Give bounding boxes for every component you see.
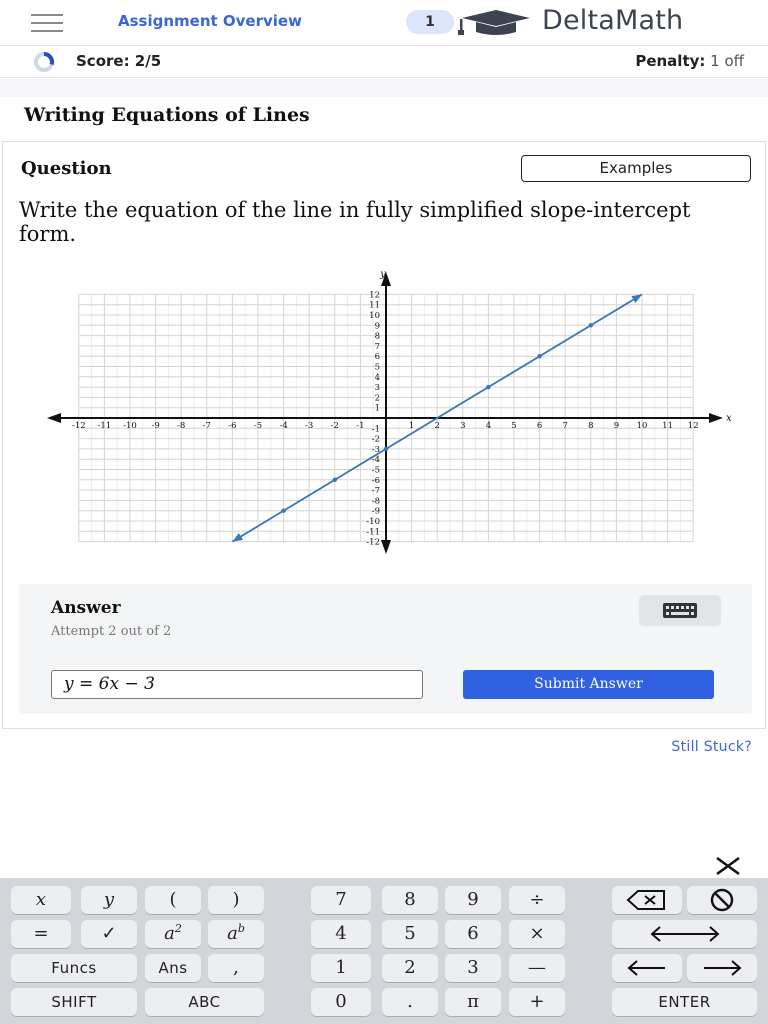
x-tick-label: -8 xyxy=(177,421,186,431)
y-tick-label: -4 xyxy=(371,455,380,466)
key-square-exp: 2 xyxy=(174,922,182,935)
y-tick-label: -3 xyxy=(371,444,380,455)
coordinate-graph xyxy=(45,270,735,560)
line-point xyxy=(281,509,285,513)
key-7[interactable]: 7 xyxy=(311,886,371,914)
key-sqrt[interactable]: ✓ xyxy=(81,920,137,948)
key-plus[interactable]: + xyxy=(509,988,565,1016)
key-comma[interactable]: , xyxy=(208,954,264,982)
top-nav xyxy=(0,0,768,46)
x-tick-label: -7 xyxy=(202,421,211,431)
key-clear[interactable] xyxy=(687,886,757,914)
math-keyboard xyxy=(0,878,768,1024)
x-tick-label: 12 xyxy=(687,421,699,431)
line-point xyxy=(589,323,593,327)
left-arrow-icon xyxy=(625,958,669,978)
penalty-label: Penalty: xyxy=(635,52,706,70)
close-keyboard-icon[interactable] xyxy=(712,854,744,878)
x-tick-label: 2 xyxy=(434,421,440,431)
y-tick-label: 6 xyxy=(374,352,380,363)
key-shift[interactable]: SHIFT xyxy=(11,988,137,1016)
backspace-icon xyxy=(626,889,668,911)
line-arrowhead-start xyxy=(232,533,243,542)
key-minus[interactable]: — xyxy=(509,954,565,982)
penalty-value: 1 off xyxy=(710,52,744,70)
x-tick-label: -3 xyxy=(305,421,314,431)
x-tick-label: -11 xyxy=(97,421,112,431)
x-tick-label: 3 xyxy=(460,421,466,431)
answer-input[interactable]: y = 6x − 3 xyxy=(51,670,423,699)
y-tick-label: 10 xyxy=(369,311,380,321)
question-prompt: Write the equation of the line in fully simplified slope-intercept form. xyxy=(19,198,691,246)
key-divide[interactable]: ÷ xyxy=(509,886,565,914)
y-tick-label: 4 xyxy=(374,372,380,383)
y-tick-label: -6 xyxy=(371,475,380,486)
brand-logo[interactable]: DeltaMath xyxy=(542,5,684,36)
key-4[interactable]: 4 xyxy=(311,920,371,948)
y-tick-label: -2 xyxy=(371,434,380,445)
line-arrowhead-end xyxy=(631,294,642,303)
key-left-paren[interactable]: ( xyxy=(145,886,201,914)
key-0[interactable]: 0 xyxy=(311,988,371,1016)
key-5[interactable]: 5 xyxy=(382,920,438,948)
x-tick-label: 5 xyxy=(511,421,517,431)
key-left-arrow[interactable] xyxy=(612,954,682,982)
y-tick-label: 12 xyxy=(369,290,380,301)
key-times[interactable]: × xyxy=(509,920,565,948)
line-point xyxy=(333,478,337,482)
still-stuck-link[interactable]: Still Stuck? xyxy=(671,739,752,755)
x-tick-label: -9 xyxy=(151,421,160,431)
x-tick-label: 9 xyxy=(613,421,620,431)
key-power-exp: b xyxy=(237,922,245,935)
key-9[interactable]: 9 xyxy=(445,886,501,914)
question-card xyxy=(2,141,766,729)
answer-label: Answer xyxy=(51,598,121,618)
key-ans[interactable]: Ans xyxy=(145,954,201,982)
x-axis-arrow-left xyxy=(47,413,61,423)
penalty-text xyxy=(635,52,744,70)
progress-ring-icon xyxy=(24,52,64,72)
examples-button[interactable]: Examples xyxy=(521,155,751,182)
key-3[interactable]: 3 xyxy=(445,954,501,982)
key-2[interactable]: 2 xyxy=(382,954,438,982)
background-area xyxy=(0,729,768,879)
y-tick-label: 3 xyxy=(374,383,380,394)
x-tick-label: 7 xyxy=(562,421,568,431)
x-tick-label: -2 xyxy=(330,421,339,431)
x-tick-label: 6 xyxy=(536,421,543,431)
x-tick-label: -12 xyxy=(71,421,86,431)
key-square-base: a xyxy=(164,923,175,944)
attempt-counter: Attempt 2 out of 2 xyxy=(51,624,172,639)
clear-icon xyxy=(709,888,735,912)
y-tick-label: 8 xyxy=(374,331,380,342)
page-title: Writing Equations of Lines xyxy=(24,104,310,126)
key-power[interactable] xyxy=(208,920,264,948)
double-arrow-icon xyxy=(648,924,722,944)
y-tick-label: -5 xyxy=(371,465,380,476)
x-axis-label: x xyxy=(726,413,732,424)
key-right-paren[interactable]: ) xyxy=(208,886,264,914)
x-tick-label: -4 xyxy=(279,421,288,431)
key-square[interactable] xyxy=(145,920,201,948)
key-y[interactable]: y xyxy=(81,886,137,914)
y-tick-label: -1 xyxy=(371,424,380,435)
y-tick-label: 9 xyxy=(374,321,380,332)
y-tick-label: -12 xyxy=(366,537,380,548)
key-power-base: a xyxy=(227,923,238,944)
key-6[interactable]: 6 xyxy=(445,920,501,948)
y-tick-label: 2 xyxy=(374,393,380,404)
line-point xyxy=(486,385,490,389)
y-tick-label: -11 xyxy=(366,527,380,538)
x-tick-label: -6 xyxy=(228,421,237,431)
line-point xyxy=(384,447,388,451)
key-equals[interactable]: = xyxy=(11,920,71,948)
x-tick-label: 8 xyxy=(588,421,594,431)
x-tick-label: 10 xyxy=(636,421,648,431)
assignment-overview-link[interactable]: Assignment Overview xyxy=(118,12,302,30)
keyboard-toggle-button[interactable] xyxy=(639,595,721,626)
y-axis-label: y xyxy=(380,270,386,280)
key-8[interactable]: 8 xyxy=(382,886,438,914)
x-tick-label: 4 xyxy=(485,421,492,431)
x-tick-label: -10 xyxy=(123,421,137,431)
x-tick-label: 1 xyxy=(408,421,415,431)
key-1[interactable]: 1 xyxy=(311,954,371,982)
y-tick-label: 1 xyxy=(374,403,380,414)
keyboard-icon xyxy=(639,595,721,626)
line-point xyxy=(537,354,541,358)
submit-answer-button[interactable]: Submit Answer xyxy=(463,670,714,699)
graduation-cap-icon xyxy=(456,10,536,36)
x-tick-label: -1 xyxy=(356,421,365,431)
y-tick-label: -7 xyxy=(371,486,380,497)
key-backspace[interactable] xyxy=(612,886,682,914)
right-arrow-icon xyxy=(700,958,744,978)
y-tick-label: 5 xyxy=(374,362,380,373)
y-tick-label: -8 xyxy=(371,496,380,507)
key-pi[interactable]: π xyxy=(445,988,501,1016)
key-funcs[interactable]: Funcs xyxy=(11,954,137,982)
question-label: Question xyxy=(21,158,112,179)
y-tick-label: 11 xyxy=(369,300,380,311)
answer-panel xyxy=(19,584,752,714)
spacer xyxy=(0,79,768,97)
y-tick-label: 7 xyxy=(374,341,380,352)
score-text: Score: 2/5 xyxy=(76,52,162,70)
key-enter[interactable]: ENTER xyxy=(612,988,757,1016)
key-right-arrow[interactable] xyxy=(687,954,757,982)
key-x[interactable]: x xyxy=(11,886,71,914)
notification-badge[interactable]: 1 xyxy=(406,10,454,34)
score-bar xyxy=(0,46,768,78)
menu-icon[interactable] xyxy=(31,14,63,32)
y-tick-label: -10 xyxy=(366,517,380,527)
key-move-both[interactable] xyxy=(612,920,757,948)
key-decimal[interactable]: . xyxy=(382,988,438,1016)
x-tick-label: 11 xyxy=(662,421,674,431)
x-axis-arrow-right xyxy=(709,413,723,423)
x-tick-label: -5 xyxy=(253,421,263,431)
y-axis-arrow-down xyxy=(381,540,391,554)
y-tick-label: -9 xyxy=(371,506,380,517)
key-abc[interactable]: ABC xyxy=(145,988,264,1016)
